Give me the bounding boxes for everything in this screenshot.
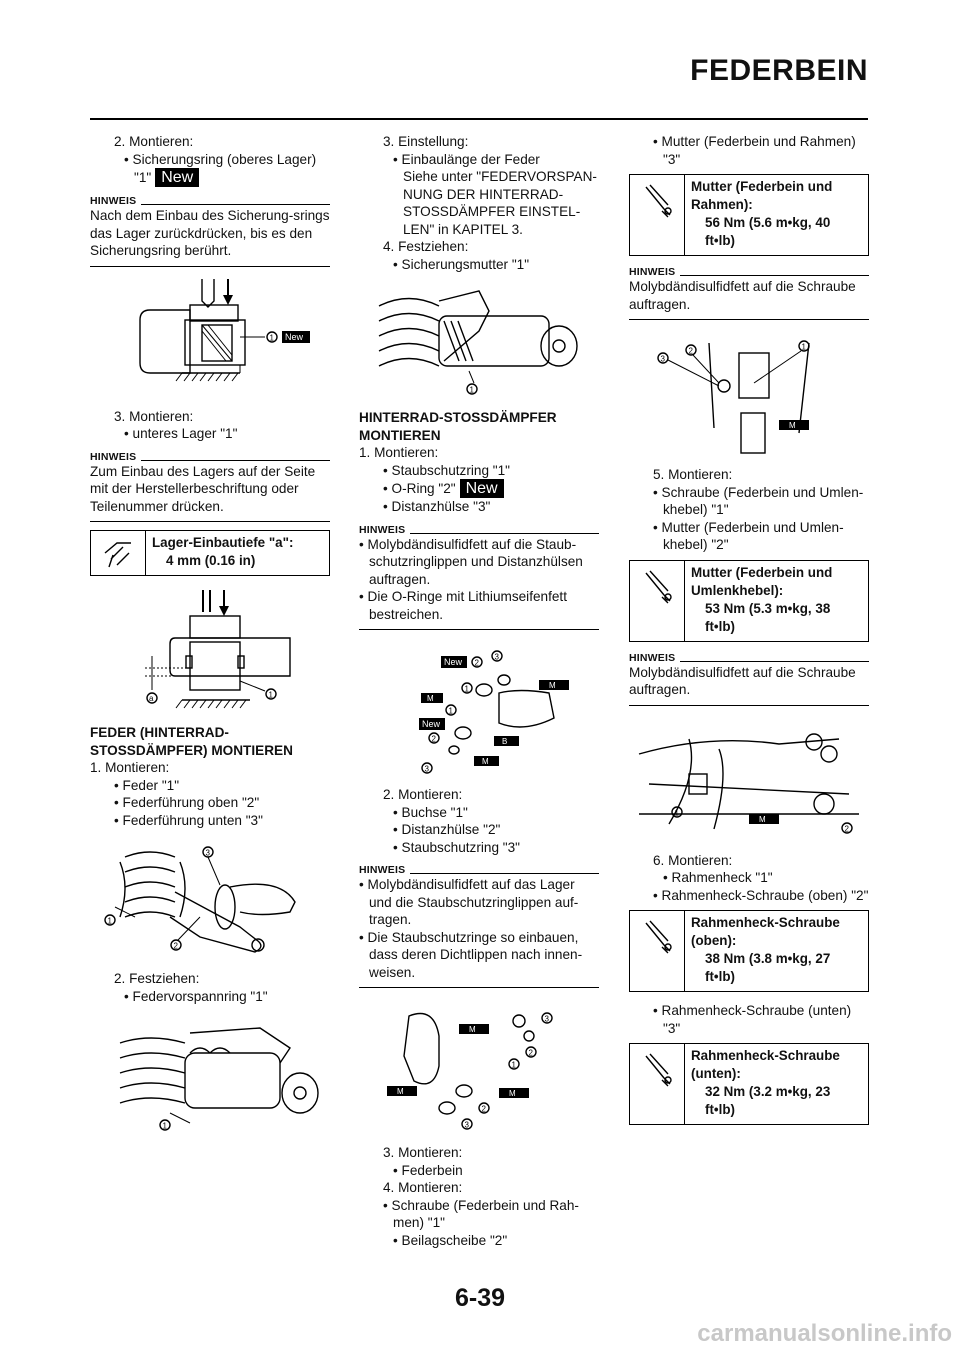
hinweis-heading: HINWEIS [90, 451, 330, 463]
column-3 [629, 133, 869, 1135]
svg-text:3: 3 [660, 354, 665, 364]
step: 5. Montieren: [653, 467, 733, 482]
torque-wrench-icon [640, 181, 674, 221]
note-bullet: • Die Staubschutzringe so einbauen, dass deren Dichtlippen nach innen-weisen. [359, 929, 583, 980]
step-item: • Sicherungsring (oberes Lager) [124, 151, 317, 167]
step-item: • Schraube (Federbein und Umlen-khebel) "1" [653, 484, 864, 517]
svg-text:New: New [422, 719, 441, 729]
spec-box: Rahmenheck-Schraube (unten): 32 Nm (3.2 m•kg, 23 ft•lb) [629, 1043, 869, 1125]
spring-guide-figure [90, 837, 330, 962]
hinweis-heading: HINWEIS [629, 652, 869, 664]
page-number: 6-39 [454, 1284, 506, 1312]
step: 4. Montieren: [383, 1180, 463, 1195]
measure-tool-icon [101, 537, 135, 571]
svg-text:M: M [789, 421, 796, 430]
step: 2. Festziehen: [114, 971, 200, 986]
step-item: • Feder "1" [114, 777, 180, 793]
step-item: • Sicherungsmutter "1" [393, 256, 530, 272]
step-sub: Siehe unter "FEDERVORSPAN-NUNG DER HINTERRAD-STOSSDÄMPFER EINSTEL-LEN" in KAPITEL 3. [403, 169, 597, 237]
page-title: FEDERBEIN [690, 54, 868, 87]
svg-text:3: 3 [205, 848, 210, 858]
dust-seal-figure [359, 638, 599, 778]
svg-text:3: 3 [544, 1014, 549, 1024]
section-heading: HINTERRAD-STOSSDÄMPFER MONTIEREN [359, 410, 557, 443]
lower-bearing-figure [90, 586, 330, 716]
svg-text:B: B [502, 737, 508, 746]
svg-text:2: 2 [474, 658, 479, 668]
svg-text:M: M [549, 681, 556, 690]
step-item: • Rahmenheck-Schraube (oben) "2" [653, 887, 869, 903]
svg-text:1: 1 [107, 916, 112, 926]
note-bullet: • Die O-Ringe mit Lithiumseifenfett bestreichen. [359, 589, 567, 622]
hinweis-heading: HINWEIS [359, 864, 599, 876]
note-bullet: • Molybdändisulfidfett auf die Staub-schutzringlippen und Distanzhülsen auftragen. [359, 536, 583, 587]
preload-ring-figure [90, 1013, 330, 1143]
svg-text:2: 2 [481, 1104, 486, 1114]
step-item: • Federvorspannring "1" [124, 988, 268, 1004]
step-item: • Staubschutzring "1" [383, 462, 511, 478]
svg-text:a: a [149, 694, 154, 703]
svg-text:1: 1 [469, 385, 474, 395]
spec-box: Mutter (Federbein und Rahmen): 56 Nm (5.6 m•kg, 40 ft•lb) [629, 174, 869, 256]
svg-text:1: 1 [511, 1060, 516, 1070]
torque-wrench-icon [640, 567, 674, 607]
step-item: • Schraube (Federbein und Rah-men) "1" [383, 1197, 579, 1230]
locknut-figure [359, 281, 599, 401]
note-list [359, 536, 599, 631]
hinweis-heading: HINWEIS [90, 195, 330, 207]
step-item: "1" New [90, 168, 330, 187]
svg-text:New: New [285, 331, 304, 342]
spec-box: Mutter (Federbein und Umlenkhebel): 53 Nm (5.3 m•kg, 38 ft•lb) [629, 560, 869, 642]
note-list [359, 876, 599, 988]
torque-wrench-icon [640, 1050, 674, 1090]
shock-mount-lower-figure [629, 714, 869, 844]
step-item: • Rahmenheck-Schraube (unten) "3" [653, 1003, 852, 1036]
bushing-figure [359, 996, 599, 1136]
step-item: • Staubschutzring "3" [393, 839, 521, 855]
step: 2. Montieren: [114, 134, 194, 149]
hinweis-heading: HINWEIS [629, 266, 869, 278]
section-heading: FEDER (HINTERRAD-STOSSDÄMPFER) MONTIEREN [90, 725, 293, 758]
svg-text:M: M [427, 694, 434, 703]
torque-wrench-icon [640, 917, 674, 957]
svg-text:2: 2 [844, 824, 849, 833]
svg-text:1: 1 [801, 342, 806, 352]
svg-text:1: 1 [464, 684, 469, 694]
svg-text:3: 3 [494, 652, 499, 662]
step: 3. Montieren: [383, 1145, 463, 1160]
spec-box: Rahmenheck-Schraube (oben): 38 Nm (3.8 m•kg, 27 ft•lb) [629, 910, 869, 992]
new-badge: New [460, 479, 504, 498]
svg-text:M: M [469, 1025, 476, 1034]
shock-mount-upper-figure [629, 328, 869, 458]
step-item: • unteres Lager "1" [124, 426, 238, 441]
svg-text:M: M [397, 1087, 404, 1096]
step-item: • Mutter (Federbein und Umlen-khebel) "2" [653, 519, 844, 552]
step-item: • Mutter (Federbein und Rahmen) "3" [653, 134, 856, 167]
step: 2. Montieren: [383, 787, 463, 802]
svg-text:M: M [509, 1089, 516, 1098]
step-item: • O-Ring "2" New [359, 479, 599, 498]
step-item: • Federführung unten "3" [114, 812, 263, 828]
header-rule [90, 118, 868, 120]
svg-text:1: 1 [162, 1121, 167, 1131]
note-text: Nach dem Einbau des Sicherung-srings das Lager zurückdrücken, bis es den Sicherungsring berührt. [90, 207, 330, 267]
step-item: • Rahmenheck "1" [663, 870, 773, 885]
step: 4. Festziehen: [383, 239, 469, 254]
svg-text:3: 3 [424, 764, 429, 774]
step: 1. Montieren: [90, 760, 170, 775]
step: 3. Einstellung: [383, 134, 469, 149]
step-item: • Federführung oben "2" [114, 795, 260, 810]
step: 1. Montieren: [359, 445, 439, 460]
svg-text:M: M [482, 757, 489, 766]
spec-box: Lager-Einbautiefe "a": 4 mm (0.16 in) [90, 530, 330, 576]
step-item: • Einbaulänge der Feder [393, 151, 540, 167]
new-badge: New [155, 168, 199, 187]
column-2 [359, 133, 599, 1249]
watermark: carmanualsonline.info [697, 1320, 952, 1347]
step-item: • Distanzhülse "3" [383, 499, 491, 514]
svg-text:2: 2 [528, 1048, 533, 1058]
note-text: Molybdändisulfidfett auf die Schraube auftragen. [629, 664, 869, 706]
svg-text:M: M [759, 814, 766, 824]
note-bullet: • Molybdändisulfidfett auf das Lager und die Staubschutzringlippen auf-tragen. [359, 877, 579, 927]
note-text: Zum Einbau des Lagers auf der Seite mit der Herstellerbeschriftung oder Teilenummer drücken. [90, 463, 330, 523]
step-item: • Federbein [393, 1162, 463, 1178]
step: 3. Montieren: [114, 408, 194, 424]
step-item: • Beilagscheibe "2" [393, 1232, 508, 1248]
svg-text:1: 1 [674, 808, 679, 817]
svg-text:1: 1 [269, 333, 274, 342]
column-1 [90, 133, 330, 1151]
step-item: • Buchse "1" [393, 804, 468, 820]
svg-text:2: 2 [431, 734, 436, 744]
bearing-circlip-figure [90, 275, 330, 400]
svg-text:3: 3 [464, 1120, 469, 1130]
step-item: • Distanzhülse "2" [393, 822, 501, 837]
svg-text:2: 2 [688, 346, 693, 356]
step: 6. Montieren: [653, 852, 733, 868]
hinweis-heading: HINWEIS [359, 524, 599, 536]
svg-text:1: 1 [448, 706, 453, 716]
svg-text:2: 2 [173, 941, 178, 951]
svg-text:New: New [444, 657, 463, 667]
svg-text:1: 1 [268, 690, 273, 700]
note-text: Molybdändisulfidfett auf die Schraube auftragen. [629, 278, 869, 320]
